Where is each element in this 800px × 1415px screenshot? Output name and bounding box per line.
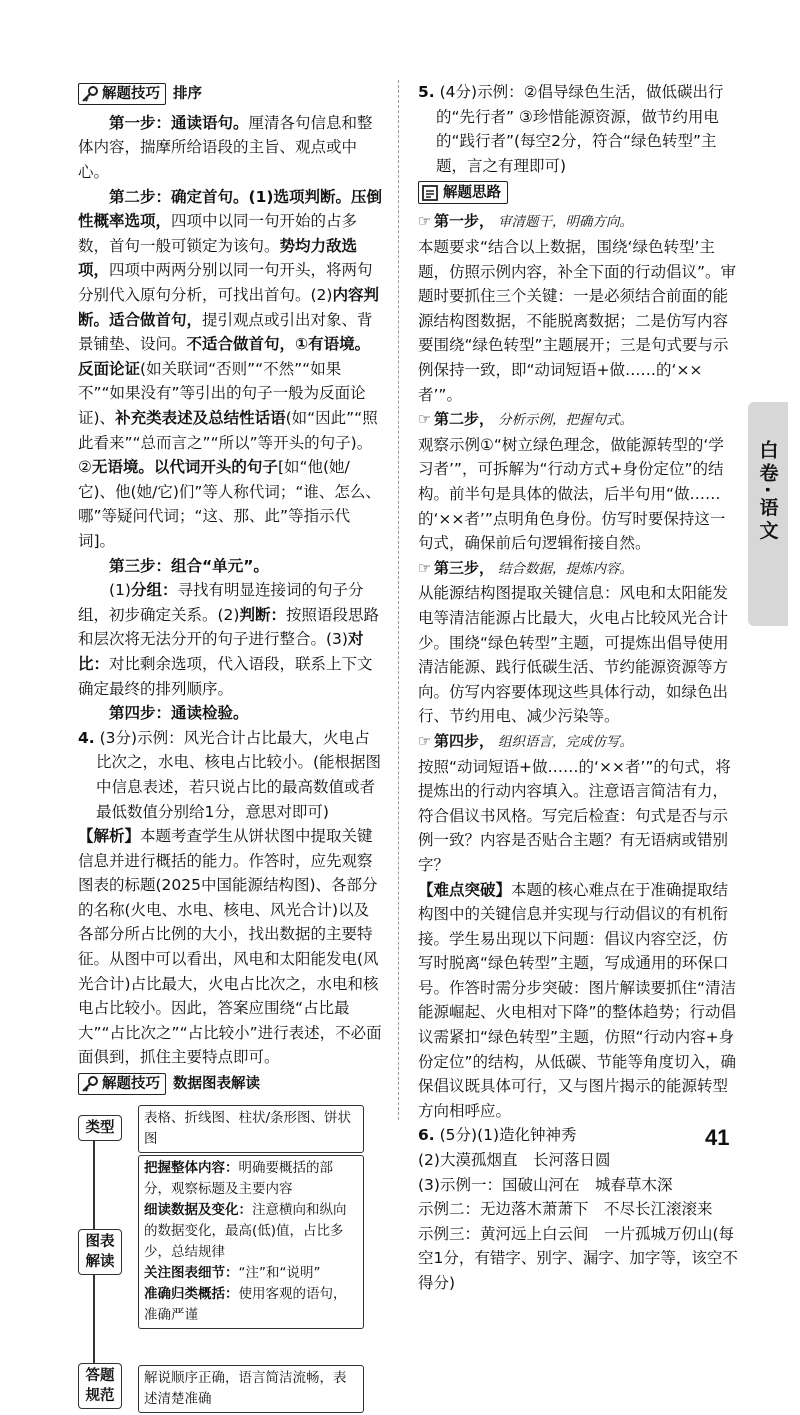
step2-paragraph: 第二步：确定首句。(1)选项判断。压倒性概率选项，四项中以同一句开始的占多数，首句一般可锁定为该句。势均力敌选项，四项中两两分别以同一句开头，将两句分别代入原句分析，可找出首句。(2)内容判断。适合做首句，提引观点或引出对象、背景铺垫、设问。不适合做首句，①有语境。反面论证(如关联词“否则”“不然”“如果不”“如果没有”等引出的句子一般为反面论证)、补充类表述及总结性话语(如“因此”“照此看来”“总而言之”“所以”等开头的句子)。②无语境。以代词开头的句子[如“他(她/它)、他(她/它)们”等人称代词；“谁、怎么、哪”等疑问代词；“这、那、此”等指示代词]。 [78, 187, 382, 550]
step4-heading: 第四步：通读检验。 [109, 704, 249, 723]
sorting-tip-header [78, 82, 202, 107]
think-step-4-heading: ☞ 第四步， 组织语言，完成仿写。 [418, 729, 738, 755]
side-tab: 白卷·语文 [748, 402, 788, 626]
key-icon [81, 85, 99, 103]
question-6-line-2: (2)大漠孤烟直 长河落日圆 [418, 1151, 611, 1170]
step3-paragraph: (1)分组：寻找有明显连接词的句子分组，初步确定关系。(2)判断：按照语段思路和层次将无法分开的句子进行整合。(3)对比：对比剩余选项，代入语段，联系上下文确定最终的排列顺序。 [78, 581, 379, 698]
think-step-1-heading: ☞ 第一步， 审清题干，明确方向。 [418, 209, 738, 235]
tip-badge-text: 解题技巧 [102, 1076, 160, 1093]
question-6-line-3: (3)示例一：国破山河在 城春草木深 [418, 1175, 673, 1194]
question-5-answer: 5. (4分)示例：②倡导绿色生活，做低碳出行的“先行者” ③珍惜能源资源，做节约用电的“践行者”(每空2分，符合“绿色转型”主题，言之有理即可) [418, 83, 724, 175]
think-step-1-text: 本题要求“结合以上数据，围绕‘绿色转型’主题，仿照示例内容，补全下面的行动倡议”。审题时要抓住三个关键：一是必须结合前面的能源结构图数据，不能脱离数据；二是仿写内容要围绕“绿色转型”主题展开；三是句式要与示例保持一致，即“动词短语+做……的‘××者’”。 [418, 238, 737, 404]
pointing-hand-icon: ☞ [418, 558, 432, 577]
tip-badge [78, 83, 166, 105]
think-step-2-text: 观察示例①“树立绿色理念，做能源转型的‘学习者’”，可拆解为“行动方式+身份定位”的结构。前半句是具体的做法，后半句用“做……的‘××者’”点明角色身份。仿写时要保持这一句式，确保前后句逻辑衔接自然。 [418, 435, 726, 553]
diagram-label-read: 图表 解读 [78, 1229, 122, 1275]
think-step-4-text: 按照“动词短语+做……的‘××者’”的句式，将提炼出的行动内容填入。注意语言简洁有力，符合倡议书风格。写完后检查：句式是否与示例一致？内容是否贴合主题？有无语病或错别字？ [418, 757, 731, 874]
step3-heading: 第三步：组合“单元”。 [109, 556, 269, 575]
question-6-line-5: 示例三：黄河远上白云间 一片孤城万仞山(每空1分，有错字、别字、漏字、加字等，该空不得分) [418, 1224, 738, 1292]
tip-title: 排序 [173, 86, 202, 102]
tip-badge-text: 解题技巧 [102, 86, 160, 102]
notepad-icon [421, 184, 439, 202]
tip-title: 数据图表解读 [173, 1076, 260, 1093]
question-6-line-1: 6. (5分)(1)造化钟神秀 [418, 1126, 577, 1145]
diagram-box-read: 把握整体内容：明确要概括的部分，观察标题及主要内容 细读数据及变化：注意横向和纵向的数据变化，最高(低)值，占比多少，总结规律 关注图表细节：“注”和“说明” 准确归类概括：使用客观的语句，准确严谨 [138, 1155, 364, 1329]
diagram-label-type: 类型 [78, 1115, 122, 1141]
solution-approach-badge: 解题思路 [418, 181, 508, 204]
difficulty-breakthrough: 【难点突破】本题的核心难点在于准确提取结构图中的关键信息并实现与行动倡议的有机衔接。学生易出现以下问题：倡议内容空泛，仿写时脱离“绿色转型”主题，写成通用的环保口号。作答时需分步突破：图片解读要抓住“清洁能源崛起、火电相对下降”的整体趋势；行动倡议需紧扣“绿色转型”主题，仿照“行动内容+身份定位”的结构，从低碳、节能等角度切入，确保倡议既具体可行，又与图片揭示的能源转型方向相呼应。 [418, 880, 737, 1120]
chart-reading-diagram [78, 1105, 383, 1415]
column-divider [398, 80, 399, 1120]
think-step-3-heading: ☞ 第三步， 结合数据，提炼内容。 [418, 556, 738, 582]
pointing-hand-icon: ☞ [418, 731, 432, 750]
chart-tip-header [78, 1072, 260, 1097]
key-icon [81, 1075, 99, 1093]
question-4-analysis: 【解析】本题考查学生从饼状图中提取关键信息并进行概括的能力。作答时，应先观察图表的标题(2025中国能源结构图)、各部分的名称(火电、水电、核电、风光合计)以及各部分所占比例的大小，找出数据的主要特征。从图中可以看出，风电和太阳能发电(风光合计)占比最大，火电占比次之，水电和核电占比较小。因此，答案应围绕“占比最大”“占比次之”“占比较小”进行表述，不必面面俱到，抓住主要特点即可。 [78, 827, 382, 1067]
pointing-hand-icon: ☞ [418, 410, 432, 429]
tip-badge [78, 1073, 166, 1095]
pointing-hand-icon: ☞ [418, 212, 432, 231]
diagram-label-answer: 答题 规范 [78, 1363, 122, 1409]
think-step-3-text: 从能源结构图提取关键信息：风电和太阳能发电等清洁能源占比最大，火电占比较风光合计少。围绕“绿色转型”主题，可提炼出倡导使用清洁能源、践行低碳生活、节约能源资源等方向。仿写内容要体现这些具体行动，如绿色出行、节约用电、减少污染等。 [418, 584, 729, 726]
think-step-2-heading: ☞ 第二步， 分析示例，把握句式。 [418, 407, 738, 433]
left-column [78, 80, 383, 1415]
page-number: 41 [705, 1125, 730, 1150]
question-4-answer: 4. (3分)示例：风光合计占比最大，火电占比次之，水电、核电占比较小。(能根据图中信息表述，若只说占比的最高数值或者最低数值分别给1分，意思对即可) [78, 728, 382, 821]
diagram-box-answer: 解说顺序正确，语言简洁流畅，表述清楚准确 [138, 1365, 364, 1413]
question-6-line-4: 示例二：无边落木萧萧下 不尽长江滚滚来 [418, 1200, 713, 1219]
diagram-box-type: 表格、折线图、柱状/条形图、饼状图 [138, 1105, 364, 1153]
step1-paragraph: 第一步：通读语句。厘清各句信息和整体内容，揣摩所给语段的主旨、观点或中心。 [78, 113, 373, 182]
right-column [418, 80, 738, 1296]
